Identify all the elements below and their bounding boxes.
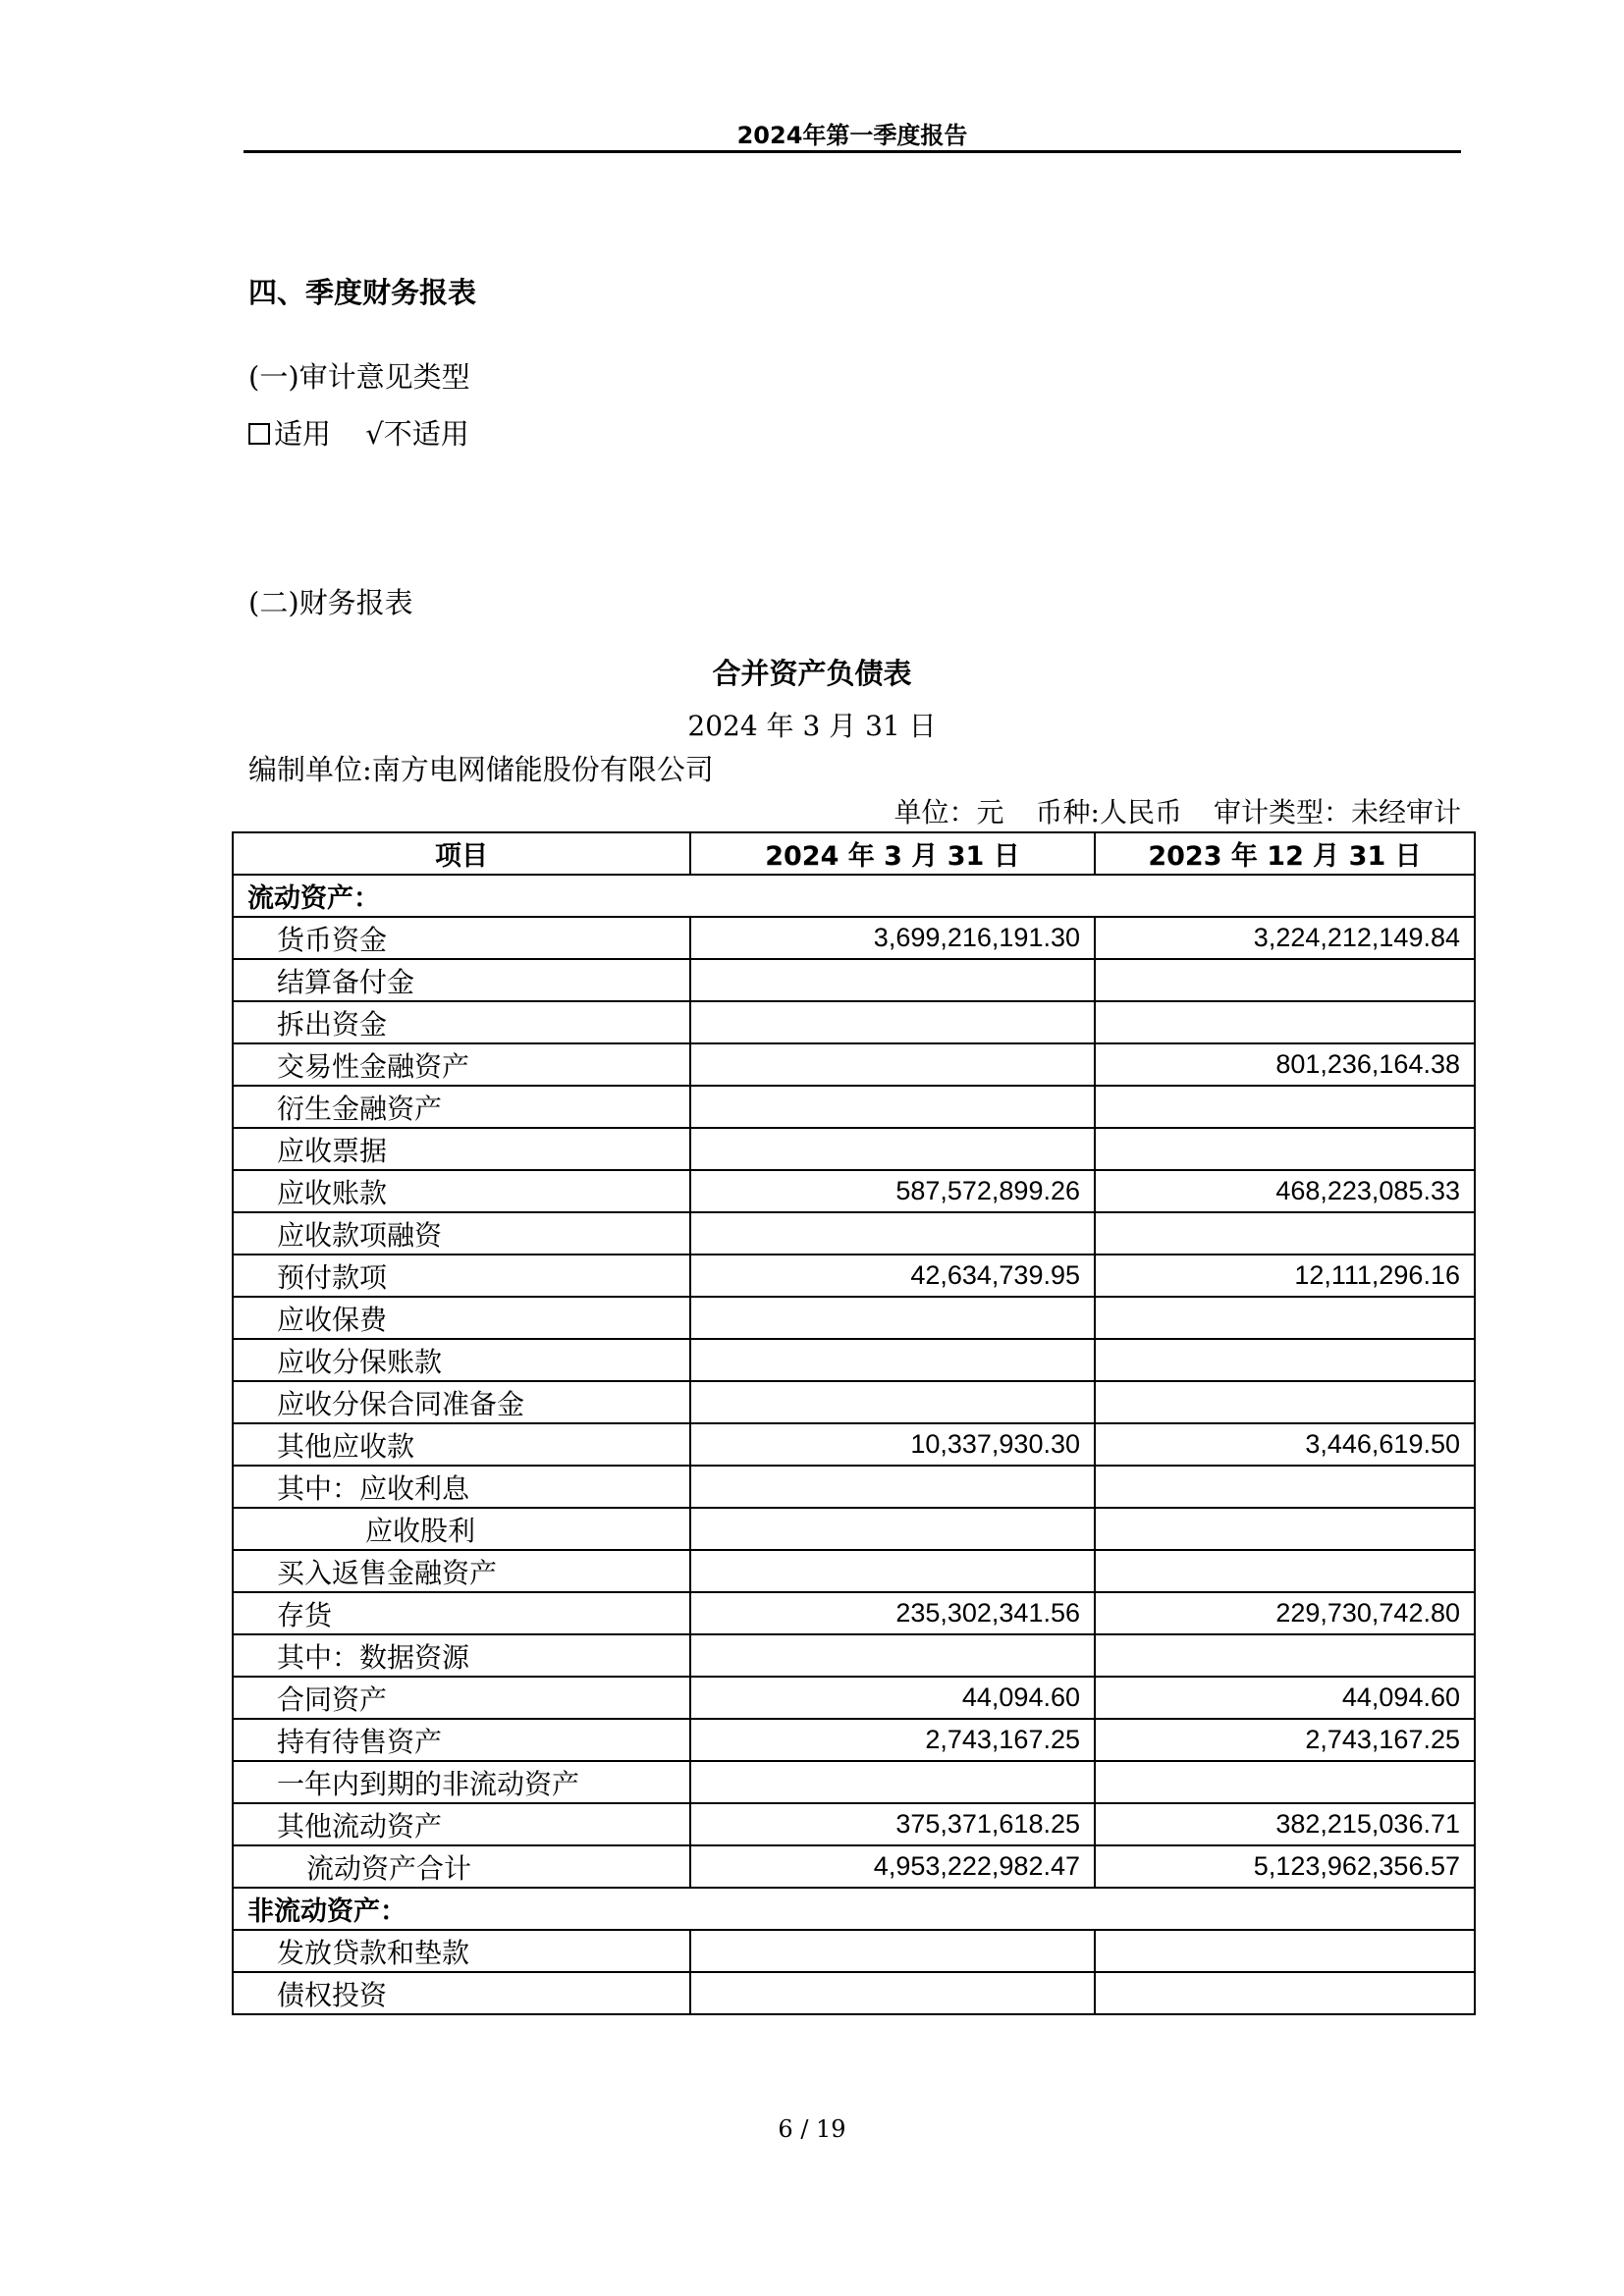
value-prior bbox=[1095, 1466, 1475, 1508]
row-label: 应收票据 bbox=[233, 1128, 690, 1170]
value-prior: 468,223,085.33 bbox=[1095, 1170, 1475, 1212]
section-heading: 四、季度财务报表 bbox=[248, 276, 477, 309]
table-row bbox=[233, 1719, 1475, 1761]
row-label: 合同资产 bbox=[233, 1677, 690, 1719]
table-row bbox=[233, 1592, 1475, 1634]
value-prior: 12,111,296.16 bbox=[1095, 1255, 1475, 1297]
row-label: 其他应收款 bbox=[233, 1423, 690, 1466]
value-prior: 3,224,212,149.84 bbox=[1095, 917, 1475, 959]
row-label: 应收分保合同准备金 bbox=[233, 1381, 690, 1423]
table-row bbox=[233, 1339, 1475, 1381]
value-current: 4,953,222,982.47 bbox=[690, 1845, 1095, 1888]
balance-sheet-table bbox=[232, 831, 1476, 2015]
checkmark-icon: √ bbox=[365, 417, 384, 451]
value-prior bbox=[1095, 1761, 1475, 1803]
currency-label: 币种:人民币 bbox=[1035, 796, 1182, 828]
value-current bbox=[690, 1466, 1095, 1508]
value-current bbox=[690, 1508, 1095, 1550]
table-row bbox=[233, 1845, 1475, 1888]
value-current: 375,371,618.25 bbox=[690, 1803, 1095, 1845]
value-current bbox=[690, 1212, 1095, 1255]
row-label: 应收保费 bbox=[233, 1297, 690, 1339]
value-current: 3,699,216,191.30 bbox=[690, 917, 1095, 959]
value-current: 235,302,341.56 bbox=[690, 1592, 1095, 1634]
value-prior: 801,236,164.38 bbox=[1095, 1043, 1475, 1086]
value-current bbox=[690, 1972, 1095, 2014]
row-label: 持有待售资产 bbox=[233, 1719, 690, 1761]
row-label: 其中：数据资源 bbox=[233, 1634, 690, 1677]
table-row bbox=[233, 959, 1475, 1001]
page-header-title: 2024年第一季度报告 bbox=[736, 122, 968, 149]
table-row bbox=[233, 1212, 1475, 1255]
audit-type-label: 审计类型：未经审计 bbox=[1213, 796, 1461, 828]
empty-checkbox-icon bbox=[248, 423, 270, 445]
value-prior bbox=[1095, 1634, 1475, 1677]
value-prior: 3,446,619.50 bbox=[1095, 1423, 1475, 1466]
table-row bbox=[233, 1972, 1475, 2014]
table-row bbox=[233, 1255, 1475, 1297]
value-prior: 44,094.60 bbox=[1095, 1677, 1475, 1719]
row-label: 货币资金 bbox=[233, 917, 690, 959]
table-row bbox=[233, 1677, 1475, 1719]
value-current bbox=[690, 1043, 1095, 1086]
value-current bbox=[690, 1128, 1095, 1170]
category-label: 流动资产： bbox=[233, 875, 1475, 917]
value-current: 2,743,167.25 bbox=[690, 1719, 1095, 1761]
table-row bbox=[233, 1381, 1475, 1423]
value-prior bbox=[1095, 1550, 1475, 1592]
table-row bbox=[233, 1930, 1475, 1972]
value-current bbox=[690, 1634, 1095, 1677]
financial-statements-heading: (二)财务报表 bbox=[248, 586, 413, 619]
unit-label: 单位：元 bbox=[893, 796, 1004, 828]
table-row bbox=[233, 1297, 1475, 1339]
value-prior bbox=[1095, 1339, 1475, 1381]
value-current bbox=[690, 1297, 1095, 1339]
value-prior bbox=[1095, 1128, 1475, 1170]
value-prior: 229,730,742.80 bbox=[1095, 1592, 1475, 1634]
table-row bbox=[233, 1423, 1475, 1466]
column-header-item: 项目 bbox=[233, 832, 690, 875]
column-header-current: 2024 年 3 月 31 日 bbox=[690, 832, 1095, 875]
category-label: 非流动资产： bbox=[233, 1888, 1475, 1930]
value-current: 42,634,739.95 bbox=[690, 1255, 1095, 1297]
value-current bbox=[690, 1339, 1095, 1381]
audit-options bbox=[248, 412, 469, 453]
row-label: 债权投资 bbox=[233, 1972, 690, 2014]
table-row bbox=[233, 1803, 1475, 1845]
table-date: 2024 年 3 月 31 日 bbox=[687, 710, 937, 742]
table-row bbox=[233, 917, 1475, 959]
row-label: 买入返售金融资产 bbox=[233, 1550, 690, 1592]
audit-opinion-heading: (一)审计意见类型 bbox=[248, 360, 470, 394]
value-current: 44,094.60 bbox=[690, 1677, 1095, 1719]
value-current bbox=[690, 1761, 1095, 1803]
value-prior: 5,123,962,356.57 bbox=[1095, 1845, 1475, 1888]
category-row bbox=[233, 875, 1475, 917]
row-label: 拆出资金 bbox=[233, 1001, 690, 1043]
category-row bbox=[233, 1888, 1475, 1930]
table-row bbox=[233, 1550, 1475, 1592]
page-number: 6 / 19 bbox=[778, 2115, 846, 2143]
table-row bbox=[233, 1170, 1475, 1212]
value-current bbox=[690, 1550, 1095, 1592]
value-prior bbox=[1095, 1297, 1475, 1339]
table-row bbox=[233, 1001, 1475, 1043]
row-label: 预付款项 bbox=[233, 1255, 690, 1297]
table-title: 合并资产负债表 bbox=[712, 657, 912, 690]
table-header-row bbox=[233, 832, 1475, 875]
row-label: 应收股利 bbox=[233, 1508, 690, 1550]
value-current bbox=[690, 1001, 1095, 1043]
value-prior bbox=[1095, 1212, 1475, 1255]
value-prior bbox=[1095, 1086, 1475, 1128]
row-label: 应收款项融资 bbox=[233, 1212, 690, 1255]
unit-line bbox=[894, 791, 1461, 830]
option-applicable-label: 适用 bbox=[274, 417, 332, 451]
row-label: 流动资产合计 bbox=[233, 1845, 690, 1888]
header-divider bbox=[244, 150, 1461, 153]
value-current bbox=[690, 1930, 1095, 1972]
option-not-applicable-label: 不适用 bbox=[383, 417, 469, 451]
row-label: 其他流动资产 bbox=[233, 1803, 690, 1845]
row-label: 其中：应收利息 bbox=[233, 1466, 690, 1508]
table-row bbox=[233, 1634, 1475, 1677]
table-row bbox=[233, 1466, 1475, 1508]
table-row bbox=[233, 1508, 1475, 1550]
row-label: 存货 bbox=[233, 1592, 690, 1634]
value-current bbox=[690, 959, 1095, 1001]
column-header-prior: 2023 年 12 月 31 日 bbox=[1095, 832, 1475, 875]
value-prior bbox=[1095, 1508, 1475, 1550]
row-label: 应收分保账款 bbox=[233, 1339, 690, 1381]
value-current: 10,337,930.30 bbox=[690, 1423, 1095, 1466]
table-row bbox=[233, 1043, 1475, 1086]
table-row bbox=[233, 1128, 1475, 1170]
row-label: 一年内到期的非流动资产 bbox=[233, 1761, 690, 1803]
row-label: 衍生金融资产 bbox=[233, 1086, 690, 1128]
value-current bbox=[690, 1086, 1095, 1128]
row-label: 交易性金融资产 bbox=[233, 1043, 690, 1086]
preparing-company: 编制单位:南方电网储能股份有限公司 bbox=[248, 753, 714, 786]
value-prior bbox=[1095, 959, 1475, 1001]
row-label: 结算备付金 bbox=[233, 959, 690, 1001]
value-prior: 2,743,167.25 bbox=[1095, 1719, 1475, 1761]
row-label: 发放贷款和垫款 bbox=[233, 1930, 690, 1972]
value-prior: 382,215,036.71 bbox=[1095, 1803, 1475, 1845]
value-current: 587,572,899.26 bbox=[690, 1170, 1095, 1212]
value-prior bbox=[1095, 1930, 1475, 1972]
value-prior bbox=[1095, 1001, 1475, 1043]
value-prior bbox=[1095, 1972, 1475, 2014]
table-row bbox=[233, 1761, 1475, 1803]
table-row bbox=[233, 1086, 1475, 1128]
value-current bbox=[690, 1381, 1095, 1423]
row-label: 应收账款 bbox=[233, 1170, 690, 1212]
value-prior bbox=[1095, 1381, 1475, 1423]
